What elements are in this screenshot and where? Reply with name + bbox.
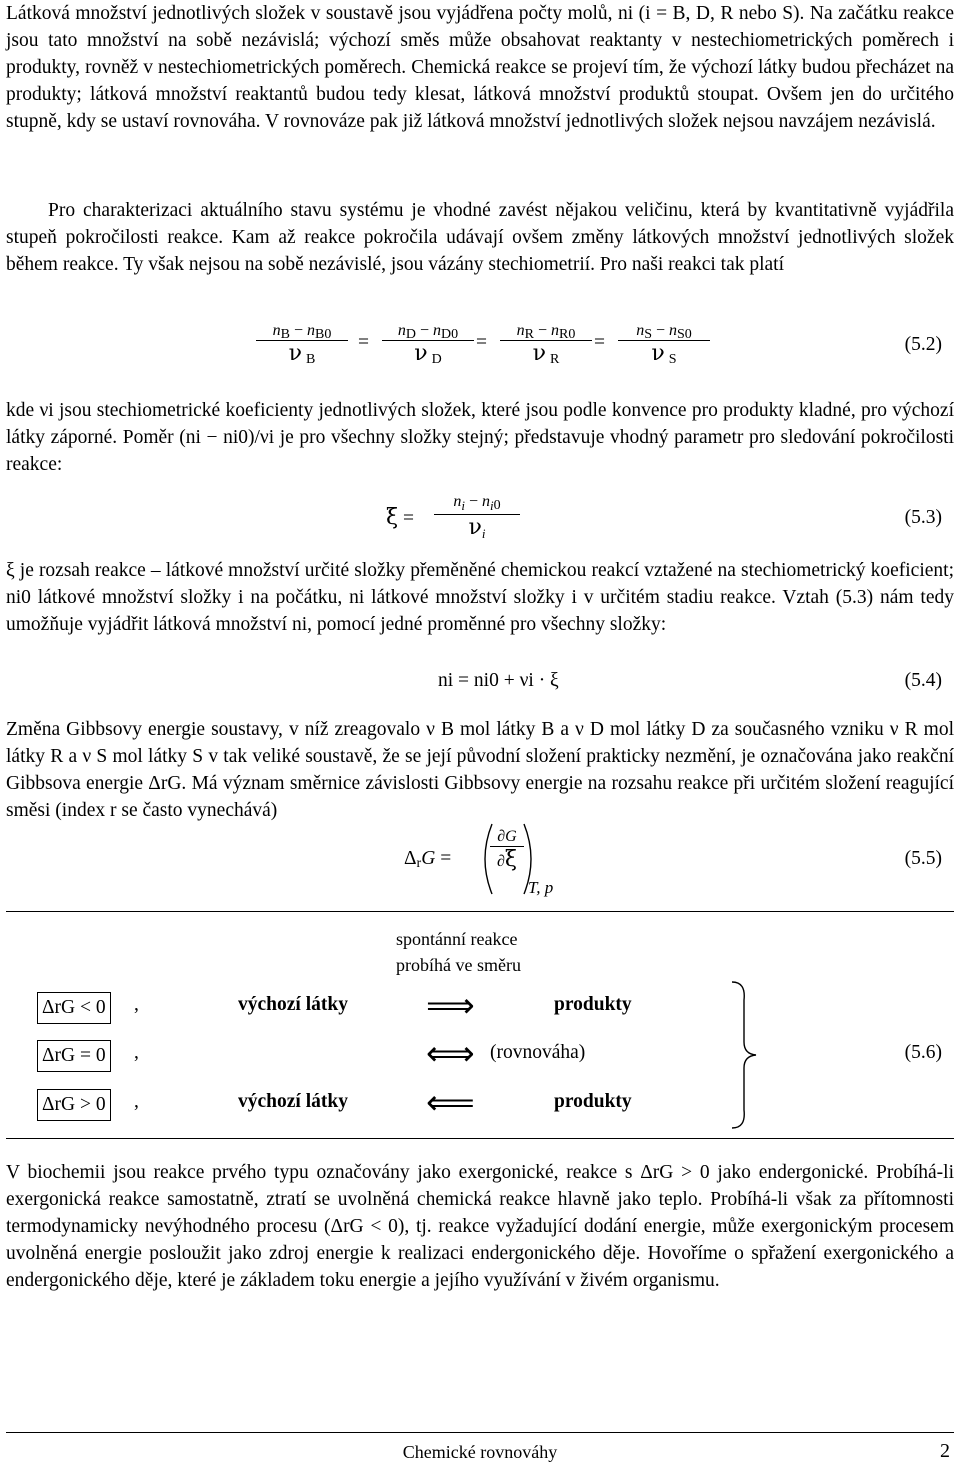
scheme-caption: spontánní reakce probíhá ve směru bbox=[396, 929, 521, 975]
condition-box-positive: ΔrG > 0 bbox=[37, 1089, 111, 1121]
paragraph-biochemistry: V biochemii jsou reakce prvého typu označovány jako exergonické, reakce s ΔrG > 0 jako endergonické. Probíhá-li exergonická reakce samostatně, ztratí se uvolněná chemická reakce hlavně jako teplo. Probíhá-li však za přítomnosti termodynamicky nevýhodného procesu (ΔrG < 0), tj. reakce vyžadující dodání energie, může exergonickým procesem uvolněná energie posloužit jako zdroj energie k realizaci endergonického děje. Hovoříme o spřažení exergonického a endergonického děje, které je základem toku energie a jejího využívání v živém organismu. bbox=[6, 1162, 954, 1291]
equation-number: (5.3) bbox=[904, 507, 942, 528]
fraction-xi: $n_i - n_i0$ $\nu_i$ bbox=[434, 493, 520, 542]
footer-title: Chemické rovnováhy bbox=[402, 1442, 558, 1462]
reactants-label: výchozí látky bbox=[238, 1091, 348, 1112]
footer-rule bbox=[6, 1432, 954, 1433]
left-right-double-arrow-icon: ⟺ bbox=[426, 1034, 475, 1074]
products-label: produkty bbox=[554, 994, 632, 1015]
equation-text: ni = ni0 + νi · ξ bbox=[438, 670, 559, 691]
equation-number: (5.6) bbox=[904, 1042, 942, 1063]
condition-box-zero: ΔrG = 0 bbox=[37, 1040, 111, 1072]
paragraph-characterization: Pro charakterizaci aktuálního stavu systému je vhodné zavést nějakou veličinu, která by kvantitativně vyjádřila stupeň pokročilosti reakce. Kam až reakce pokročila udávají ovšem změny látkových množství jednotlivých složek během reakce. Ty však nejsou na sobě nezávislé, jsou vázány stechiometrií. Pro naši reakci tak platí bbox=[6, 200, 954, 275]
condition-box-negative: ΔrG < 0 bbox=[37, 992, 111, 1024]
fraction-s: nS − nS0 ν S bbox=[618, 322, 710, 366]
fraction-r: nR − nR0 ν R bbox=[500, 322, 592, 366]
comma: , bbox=[134, 994, 139, 1015]
equation-number: (5.2) bbox=[904, 334, 942, 355]
comma: , bbox=[134, 1091, 139, 1112]
equation-number: (5.4) bbox=[904, 670, 942, 691]
paragraph-intro: Látková množství jednotlivých složek v soustavě jsou vyjádřena počty molů, ni (i = B, D, R nebo S). Na začátku reakce jsou tato množství na sobě nezávislá; výchozí směs může obsahovat reaktanty v nestechiometrických poměrech i produkty, rovněž v nestechiometrických poměrech. Chemická reakce se projeví tím, že výchozí látky budou přecházet na produkty; látková množství reaktantů budou tedy klesat, látková množství produktů stoupat. Ovšem jen do určitého stupně, kdy se ustaví rovnováha. V rovnováze pak již látková množství jednotlivých složek nejsou navzájem nezávislá. bbox=[6, 3, 954, 132]
left-double-arrow-icon: ⟸ bbox=[426, 1083, 475, 1123]
paragraph-coefficients: kde νi jsou stechiometrické koeficienty jednotlivých složek, které jsou podle konvence pro produkty kladné, pro výchozí látky záporné. Poměr (ni − ni0)/νi je pro všechny složky stejný; představuje vhodný parametr pro sledování pokročilosti reakce: bbox=[6, 400, 954, 475]
equation-subscript: T, p bbox=[528, 878, 554, 897]
document-page: Látková množství jednotlivých složek v soustavě jsou vyjádřena počty molů, ni (i = B, D, R nebo S). Na začátku reakce jsou tato množství na sobě nezávislá; výchozí směs může obsahovat reaktanty v nestechiometrických poměrech i produkty, rovněž v nestechiometrických poměrech. Chemická reakce se projeví tím, že výchozí látky budou přecházet na produkty; látková množství reaktantů budou tedy klesat, látková množství produktů stoupat. Ovšem jen do určitého stupně, kdy se ustaví rovnováha. V rovnováze pak již látková množství jednotlivých složek nejsou navzájem nezávislá. Pro charakterizaci aktuálního stavu systému je vhodné zavést nějakou veličinu, která by kvantitativně vyjádřila stupeň pokročilosti reakce. Kam až reakce pokročila udávají ovšem změny látkových množství jednotlivých složek během reakce. Ty však nejsou na sobě nezávislé, jsou vázány stechiometrií. Pro naši reakci tak platí nB − nB0 ν B = nD − nD0 ν D = nR − nR0 ν R = nS − nS0 ν S (5.2) kde νi jsou stechiometrické koeficienty jednotlivých složek, které jsou podle konvence pro produkty kladné, pro výchozí látky záporné. Poměr (ni − ni0)/νi je pro všechny složky stejný; představuje vhodný parametr pro sledování pokročilosti reakce: ξ = $n_i - n_i0$ $\nu_i$ (5.3) ξ je rozsah reakce – látkové množství určité složky přeměněné chemickou reakcí vztažené na stechiometrický koeficient; ni0 látkové množství složky i na počátku, ni látkové množství složky i v určitém stadiu reakce. Vztah (5.3) nám tedy umožňuje vyjádřit látková množství ni, pomocí jedné proměnné pro všechny složky: ni = ni0 + νi · ξ (5.4) Změna Gibbsovy energie soustavy, v níž zreagovalo ν B mol látky B a ν D mol látky D za současného vzniku ν R mol látky R a ν S mol látky S v tak veliké soustavě, že se její původní složení prakticky nezmění, je označována jako reakční Gibbsova energie ΔrG. Má význam směrnice závislosti Gibbsovy energie na rozsahu reakce při určitém složení reagující směsi (index r se často vynechává) ΔrG = ∂G ∂ξ T, p (5.5) spontánní reakce probíhá ve směru ΔrG < 0 , výchozí látky ⟹ produkty ΔrG = 0 , ⟺ (rovnováha) ΔrG > 0 , výchozí látky ⟸ produkty (5.6) V biochemii jsou reakce prvého typu označovány jako exergonické, reakce s ΔrG > 0 jako endergonické. Probíhá-li exergonická reakce samostatně, ztratí se uvolněná chemická reakce hlavně jako teplo. Probíhá-li však za přítomnosti termodynamicky nevýhodného procesu (ΔrG < 0), tj. reakce vyžadující dodání energie, může exergonickým procesem uvolněná energie posloužit jako zdroj energie k realizaci endergonického děje. Hovoříme o spřažení exergonického a endergonického děje, které je základem toku energie a jejího využívání v živém organismu. Chemické rovnováhy 2 bbox=[6, 0, 954, 1474]
equilibrium-label: (rovnováha) bbox=[490, 1042, 586, 1063]
comma: , bbox=[134, 1042, 139, 1063]
right-double-arrow-icon: ⟹ bbox=[426, 986, 475, 1026]
page-number: 2 bbox=[940, 1440, 950, 1462]
reactants-label: výchozí látky bbox=[238, 994, 348, 1015]
fraction-d: nD − nD0 ν D bbox=[382, 322, 474, 366]
fraction-b: nB − nB0 ν B bbox=[256, 322, 348, 366]
fraction-partial: ∂G ∂ξ bbox=[490, 828, 524, 872]
paragraph-extent: ξ je rozsah reakce – látkové množství určité složky přeměněné chemickou reakcí vztažené na stechiometrický koeficient; ni0 látkové množství složky i na počátku, ni látkové množství složky i v určitém stadiu reakce. Vztah (5.3) nám tedy umožňuje vyjádřit látková množství ni, pomocí jedné proměnné pro všechny složky: bbox=[6, 560, 954, 635]
separator-top bbox=[6, 911, 954, 912]
paragraph-gibbs: Změna Gibbsovy energie soustavy, v níž zreagovalo ν B mol látky B a ν D mol látky D za současného vzniku ν R mol látky R a ν S mol látky S v tak veliké soustavě, že se její původní složení prakticky nezmění, je označována jako reakční Gibbsova energie ΔrG. Má význam směrnice závislosti Gibbsovy energie na rozsahu reakce při určitém složení reagující směsi (index r se často vynechává) bbox=[6, 719, 954, 821]
right-brace-icon bbox=[728, 980, 762, 1130]
products-label: produkty bbox=[554, 1091, 632, 1112]
equation-number: (5.5) bbox=[904, 848, 942, 869]
separator-bottom bbox=[6, 1138, 954, 1139]
